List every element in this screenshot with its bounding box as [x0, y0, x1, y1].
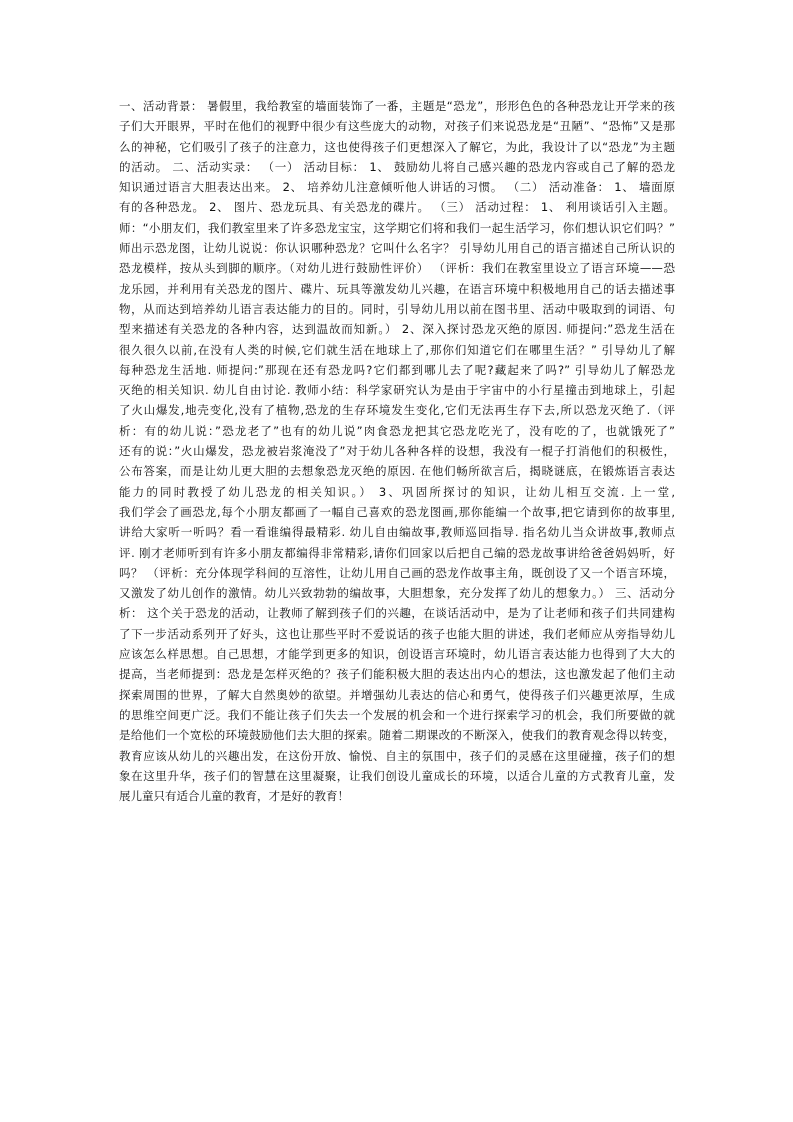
text-line: 有的各种恐龙。 2、 图片、恐龙玩具、有关恐龙的碟片。 （三） 活动过程： 1、 利用谈话引入主题。 — [119, 200, 675, 215]
text-line: 应该怎么样思想。自己思想，才能学到更多的知识，创设语言环境时，幼儿语言表达能力也得到了大大的 — [119, 647, 675, 662]
text-line: 又激发了幼儿创作的激情。幼儿兴致勃勃的编故事，大胆想象，充分发挥了幼儿的想象力。） 三、活动分 — [119, 586, 675, 601]
text-line: 灭绝的相关知识. 幼儿自由讨论. 教师小结：科学家研究认为是由于宇宙中的小行星撞击到地球上，引起 — [119, 383, 675, 398]
text-line: 恐龙模样，按从头到脚的顺序。（对幼儿进行鼓励性评价） （评析：我们在教室里设立了语言环境——恐 — [119, 261, 675, 276]
text-line: 知识通过语言大胆表达出来。 2、 培养幼儿注意倾听他人讲话的习惯。 （二） 活动准备： 1、 墙面原 — [119, 180, 675, 195]
text-line: 吗？ （评析：充分体现学科间的互溶性，让幼儿用自己画的恐龙作故事主角，既创设了又一个语言环境， — [119, 565, 675, 580]
text-line: 每种恐龙生活地. 师提问:”那现在还有恐龙吗?它们都到哪儿去了呢?藏起来了吗?” 引导幼儿了解恐龙 — [119, 362, 675, 377]
text-line: 的思维空间更广泛。我们不能让孩子们失去一个发展的机会和一个进行探索学习的机会，我们所要做的就 — [119, 707, 675, 722]
text-line: 一、活动背景： 暑假里，我给教室的墙面装饰了一番，主题是“恐龙”，形形色色的各种恐龙让开学来的孩 — [119, 99, 675, 113]
text-line: 提高，当老师提到：恐龙是怎样灭绝的？孩子们能积极大胆的表达出内心的想法，这也激发起了他们主动 — [119, 667, 675, 682]
text-line: 评. 刚才老师听到有许多小朋友都编得非常精彩,请你们回家以后把自己编的恐龙故事讲给爸爸妈妈听，好 — [119, 545, 675, 560]
text-line: 是给他们一个宽松的环境鼓励他们去大胆的探索。随着二期课改的不断深入，使我们的教育观念得以转变， — [119, 728, 675, 743]
text-line: 师：“小朋友们，我们教室里来了许多恐龙宝宝，这学期它们将和我们一起生活学习，你们想认识它们吗？” — [119, 220, 675, 235]
text-line: 能力的同时教授了幼儿恐龙的相关知识。） 3、巩固所探讨的知识，让幼儿相互交流. 上一堂, — [119, 484, 675, 499]
text-line: 象在这里升华，孩子们的智慧在这里凝聚，让我们创设儿童成长的环境，以适合儿童的方式教育儿童，发 — [119, 768, 675, 783]
text-line: 展儿童只有适合儿童的教育，才是好的教育！ — [119, 789, 349, 804]
text-line: 教育应该从幼儿的兴趣出发，在这份开放、愉悦、自主的氛围中，孩子们的灵感在这里碰撞，孩子们的想 — [119, 748, 675, 763]
text-line: 公布答案，而是让幼儿更大胆的去想象恐龙灭绝的原因. 在他们畅所欲言后，揭晓谜底，在锻炼语言表达 — [119, 464, 675, 479]
text-line: 物，从而达到培养幼儿语言表达能力的目的。同时，引导幼儿用以前在图书里、活动中吸取到的词语、句 — [119, 301, 675, 316]
text-line: 析：有的幼儿说：”恐龙老了”也有的幼儿说”肉食恐龙把其它恐龙吃光了，没有吃的了，也就饿死了” — [119, 423, 675, 438]
text-line: 讲给大家听一听吗？看一看谁编得最精彩. 幼儿自由编故事,教师巡回指导. 指名幼儿当众讲故事,教师点 — [119, 525, 675, 540]
text-line: 了下一步活动系列开了好头，这也让那些平时不爱说话的孩子也能大胆的讲述，我们老师应从旁指导幼儿 — [119, 626, 675, 641]
text-line: 了火山爆发,地壳变化,没有了植物,恐龙的生存环境发生变化,它们无法再生存下去,所以恐龙灭绝了.（评 — [119, 403, 675, 418]
text-line: 么的神秘，它们吸引了孩子的注意力，这也使得孩子们更想深入了解它，为此，我设计了以“恐龙”为主题 — [119, 139, 675, 154]
text-line: 子们大开眼界，平时在他们的视野中很少有这些庞大的动物，对孩子们来说恐龙是“丑陋”、“恐怖”又是那 — [119, 119, 675, 134]
text-line: 我们学会了画恐龙,每个小朋友都画了一幅自己喜欢的恐龙图画,那你能编一个故事,把它请到你的故事里, — [119, 504, 675, 519]
text-line: 龙乐园，并利用有关恐龙的图片、碟片、玩具等激发幼儿兴趣，在语言环境中积极地用自己的话去描述事 — [119, 281, 675, 296]
text-line: 还有的说：”火山爆发，恐龙被岩浆淹没了”对于幼儿各种各样的设想，我没有一棍子打消他们的积极性， — [119, 444, 675, 459]
text-line: 探索周围的世界，了解大自然奥妙的欲望。并增强幼儿表达的信心和勇气，使得孩子们兴趣更浓厚，生成 — [119, 687, 675, 702]
text-line: 师出示恐龙图，让幼儿说说：你认识哪种恐龙？它叫什么名字？ 引导幼儿用自己的语言描述自己所认识的 — [119, 241, 675, 256]
body-text — [119, 96, 675, 806]
text-line: 析： 这个关于恐龙的活动，让教师了解到孩子们的兴趣，在谈话活动中，是为了让老师和孩子们共同建构 — [119, 606, 675, 621]
text-line: 型来描述有关恐龙的各种内容，达到温故而知新。） 2、深入探讨恐龙灭绝的原因. 师提问:”恐龙生活在 — [119, 322, 675, 337]
text-line: 很久很久以前,在没有人类的时候,它们就生活在地球上了,那你们知道它们在哪里生活？” 引导幼儿了解 — [119, 342, 675, 357]
text-line: 的活动。 二、活动实录： （一） 活动目标： 1、 鼓励幼儿将自己感兴趣的恐龙内容或自己了解的恐龙 — [119, 159, 675, 174]
